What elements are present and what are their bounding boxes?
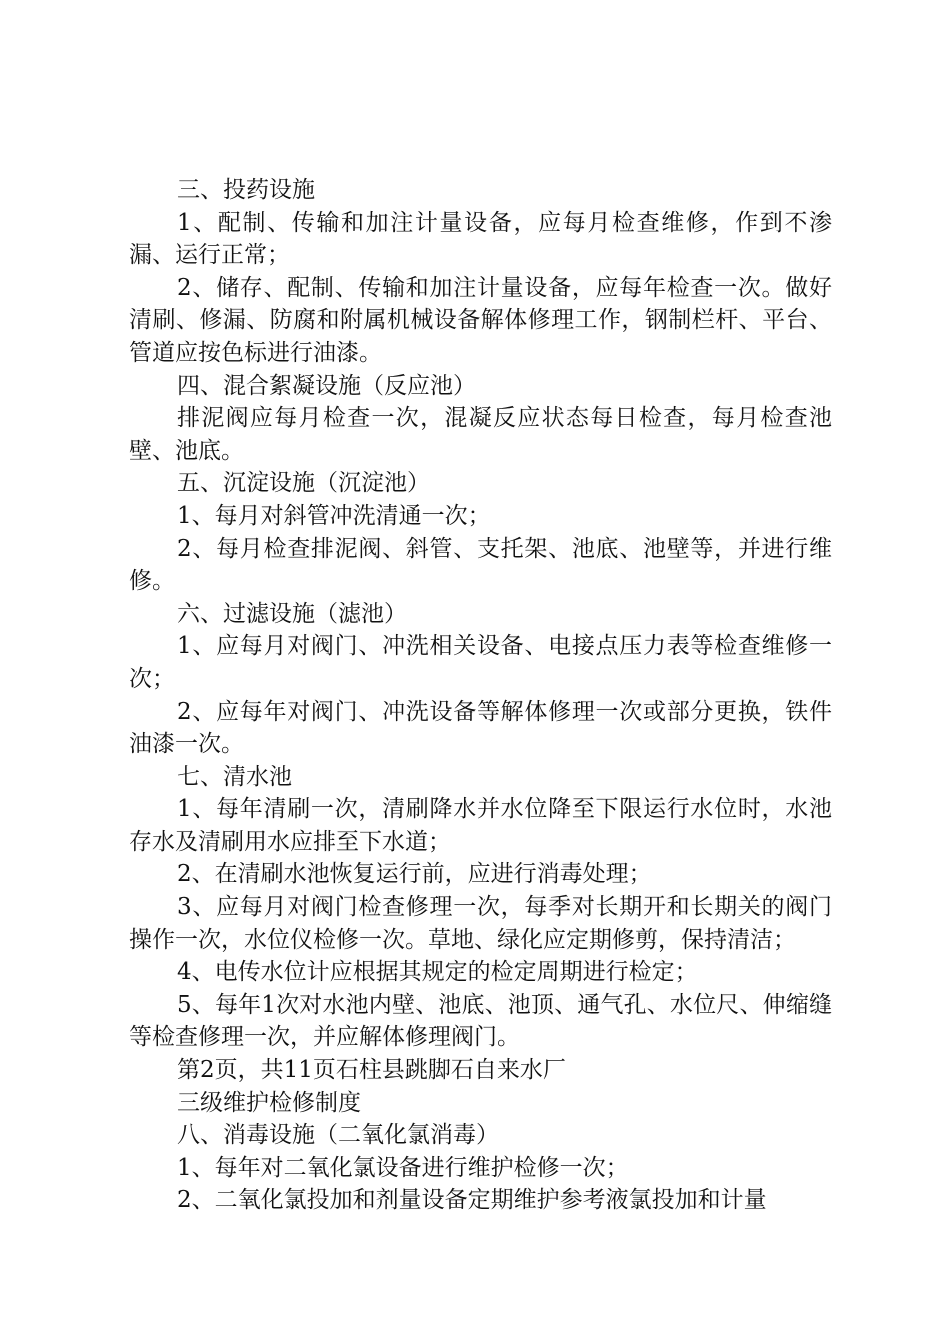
paragraph: 1、每年对二氧化氯设备进行维护检修一次； (177, 1154, 629, 1181)
paragraph: 4、电传水位计应根据其规定的检定周期进行检定； (177, 959, 698, 986)
document-body (129, 174, 832, 1217)
paragraph: 2、储存、配制、传输和加注计量设备，应每年检查一次。做好清刷、修漏、防腐和附属机械设备解体修理工作，钢制栏杆、平台、管道应按色标进行油漆。 (129, 274, 832, 366)
section-heading-filtration: 六、过滤设施（滤池） (177, 600, 407, 627)
section-heading-clearwater: 七、清水池 (177, 763, 292, 790)
paragraph: 1、配制、传输和加注计量设备，应每月检查维修，作到不渗漏、运行正常； (129, 209, 832, 269)
paragraph: 1、应每月对阀门、冲洗相关设备、电接点压力表等检查维修一次； (129, 633, 832, 692)
section-heading-sedimentation: 五、沉淀设施（沉淀池） (177, 470, 430, 497)
section-heading-flocculation: 四、混合絮凝设施（反应池） (177, 372, 476, 399)
paragraph: 1、每月对斜管冲洗清通一次； (177, 502, 491, 529)
section-heading-dosing: 三、投药设施 (177, 177, 315, 203)
paragraph: 2、每月检查排泥阀、斜管、支托架、池底、池壁等，并进行维修。 (129, 535, 832, 595)
section-heading-disinfection: 八、消毒设施（二氧化氯消毒） (177, 1122, 499, 1149)
paragraph: 2、在清刷水池恢复运行前，应进行消毒处理； (177, 861, 652, 888)
paragraph: 1、每年清刷一次，清刷降水并水位降至下限运行水位时，水池存水及清刷用水应排至下水道； (129, 796, 832, 855)
paragraph: 2、应每年对阀门、冲洗设备等解体修理一次或部分更换，铁件油漆一次。 (129, 698, 832, 758)
paragraph: 5、每年1次对水池内壁、池底、池顶、通气孔、水位尺、伸缩缝等检查修理一次，并应解体修理阀门。 (129, 991, 832, 1051)
paragraph: 排泥阀应每月检查一次，混凝反应状态每日检查，每月检查池壁、池底。 (129, 405, 832, 464)
doc-title-line: 三级维护检修制度 (177, 1089, 361, 1116)
page-footer-line: 第2页，共11页石柱县跳脚石自来水厂 (177, 1057, 566, 1084)
paragraph: 2、二氧化氯投加和剂量设备定期维护参考液氯投加和计量 (177, 1187, 767, 1214)
paragraph: 3、应每月对阀门检查修理一次，每季对长期开和长期关的阀门操作一次，水位仪检修一次。草地、绿化应定期修剪，保持清洁； (129, 894, 832, 953)
